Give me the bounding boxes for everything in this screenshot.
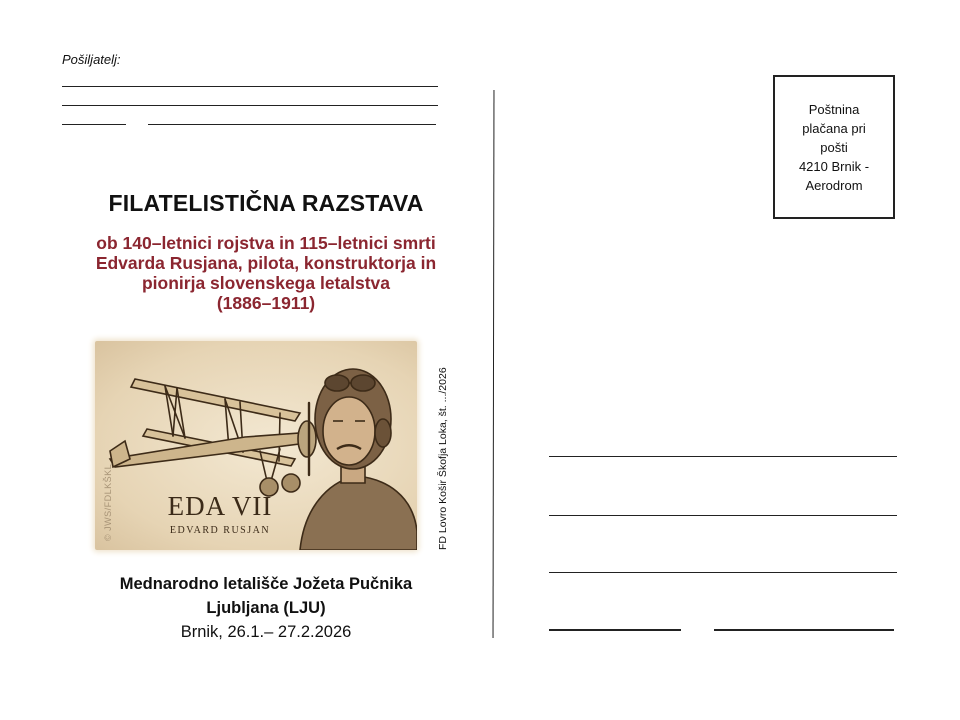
address-line-3: [549, 572, 897, 573]
stamp-copyright: © JWS/FDLKŠKL: [103, 463, 113, 541]
postage-line: plačana pri: [802, 120, 866, 136]
venue: [62, 572, 470, 620]
subtitle-line: ob 140–letnici rojstva in 115–letnici smrti: [96, 233, 436, 253]
card-divider: [493, 90, 495, 638]
postage-line: Poštnina: [808, 101, 860, 117]
postage-line: Aerodrom: [805, 177, 863, 193]
address-line-4b: [714, 629, 894, 631]
subtitle-line: pionirja slovenskega letalstva: [141, 273, 391, 293]
design-credit: FD Lovro Košir Škofja Loka, št. .../2026: [437, 367, 449, 550]
venue-line: Ljubljana (LJU): [206, 599, 326, 617]
exhibition-dates: Brnik, 26.1.– 27.2.2026: [180, 623, 352, 641]
sender-line-2: [62, 105, 438, 106]
sender-line-3b: [148, 124, 436, 125]
sender-line-3a: [62, 124, 126, 125]
venue-line: Mednarodno letališče Jožeta Pučnika: [119, 575, 413, 593]
subtitle-line: (1886–1911): [216, 293, 316, 313]
stamp-title: EDA VII: [167, 491, 273, 521]
sender-line-1: [62, 86, 438, 87]
address-line-2: [549, 515, 897, 516]
exhibition-subtitle: [62, 233, 470, 313]
sender-label: Pošiljatelj:: [62, 52, 121, 67]
pilot-portrait-illustration: [300, 369, 417, 550]
stamp-image: [95, 341, 417, 550]
subtitle-line: Edvarda Rusjana, pilota, konstruktorja in: [95, 253, 437, 273]
address-line-4a: [549, 629, 681, 631]
exhibition-title: FILATELISTIČNA RAZSTAVA: [108, 190, 424, 216]
postage-line: pošti: [820, 139, 848, 155]
stamp-subtitle: EDVARD RUSJAN: [169, 525, 271, 536]
postage-box: [773, 75, 895, 219]
postage-line: 4210 Brnik -: [798, 158, 870, 174]
address-line-1: [549, 456, 897, 457]
